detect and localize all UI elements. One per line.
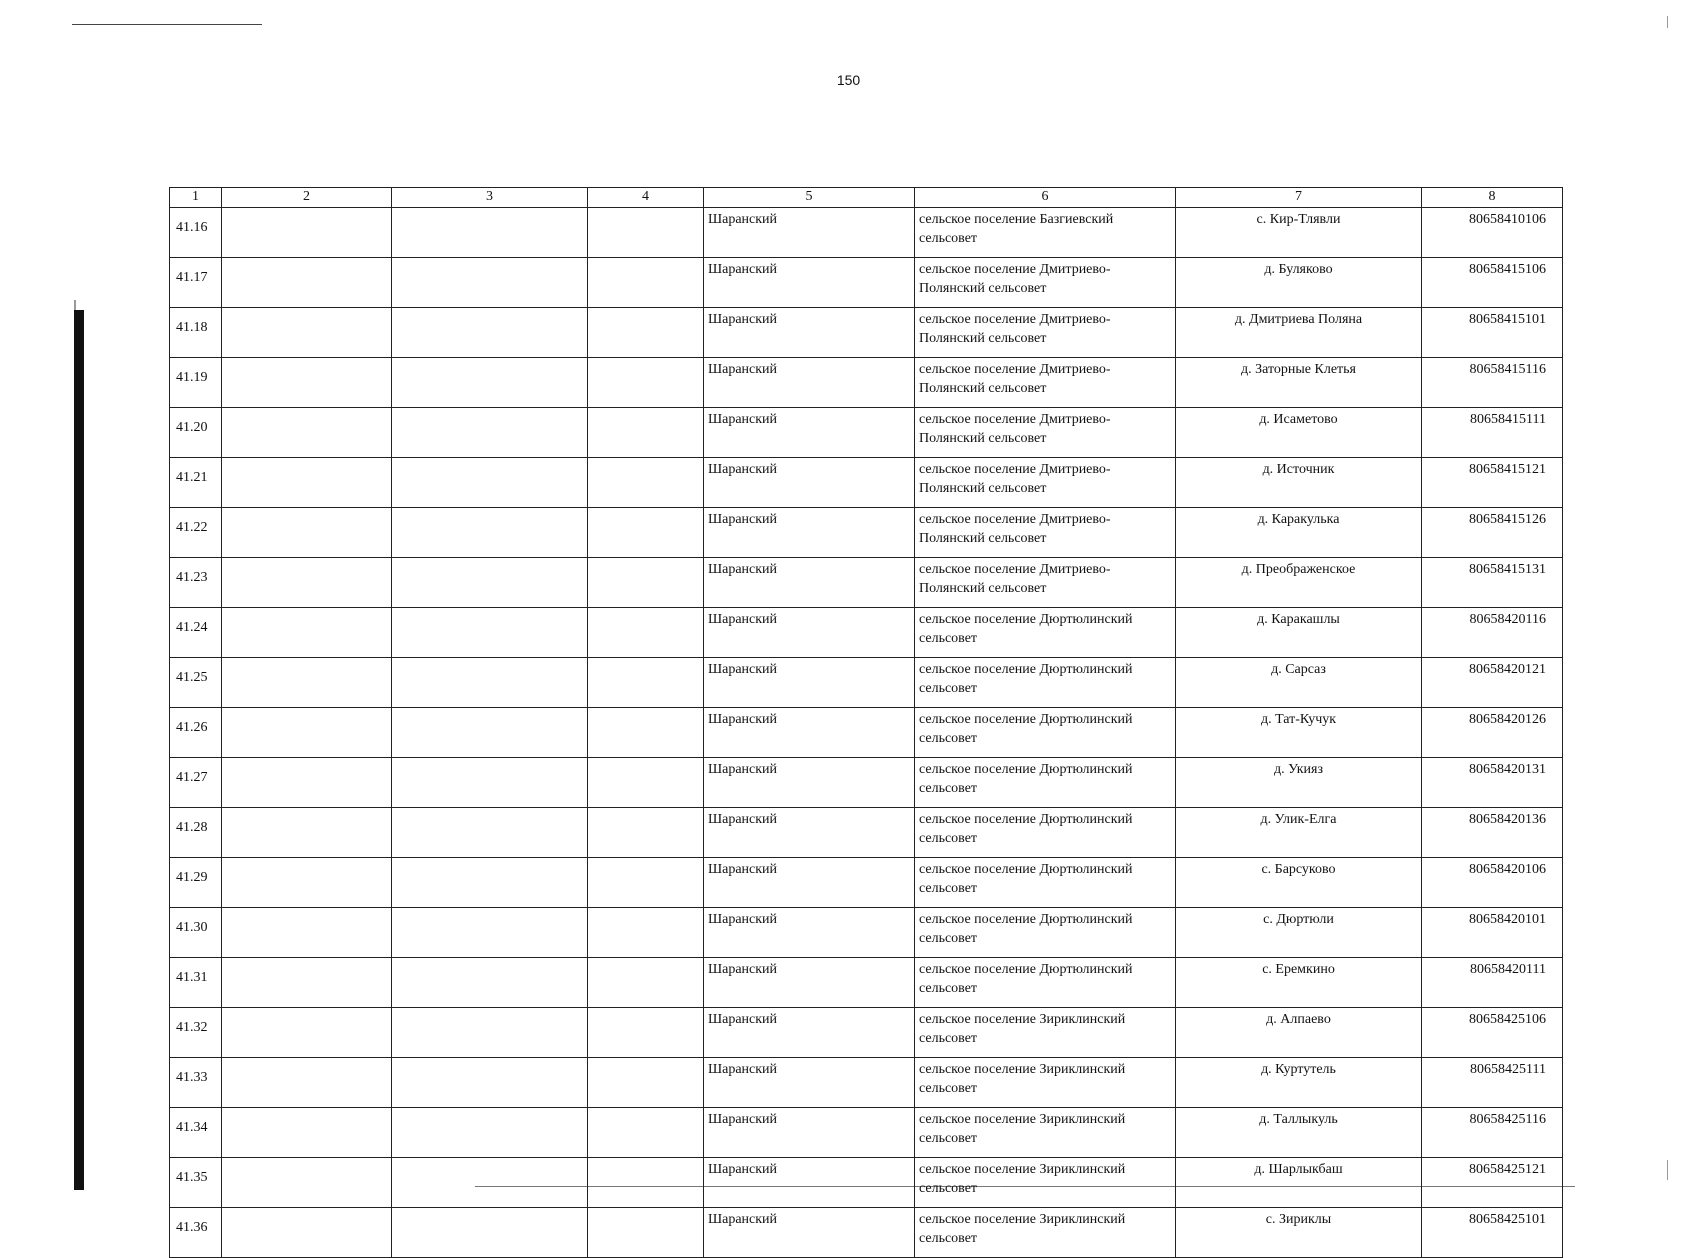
district-cell: Шаранский bbox=[704, 1158, 915, 1208]
district-cell: Шаранский bbox=[704, 808, 915, 858]
table-row bbox=[170, 1058, 1563, 1108]
col-4-cell bbox=[588, 308, 704, 358]
row-number: 41.26 bbox=[170, 708, 222, 758]
col-4-cell bbox=[588, 358, 704, 408]
oktmo-code-cell: 80658420106 bbox=[1422, 858, 1563, 908]
table-row bbox=[170, 858, 1563, 908]
col-2-cell bbox=[222, 858, 392, 908]
oktmo-code-cell: 80658420131 bbox=[1422, 758, 1563, 808]
col-2-cell bbox=[222, 208, 392, 258]
col-3-cell bbox=[392, 308, 588, 358]
district-cell: Шаранский bbox=[704, 708, 915, 758]
district-cell: Шаранский bbox=[704, 658, 915, 708]
col-2-cell bbox=[222, 508, 392, 558]
settlement-cell: д. Улик-Елга bbox=[1176, 808, 1422, 858]
municipality-cell: сельское поселение Зириклинский сельсовет bbox=[915, 1108, 1176, 1158]
column-header-5: 5 bbox=[704, 188, 915, 208]
municipality-cell: сельское поселение Дюртюлинский сельсовет bbox=[915, 958, 1176, 1008]
col-3-cell bbox=[392, 558, 588, 608]
row-number: 41.34 bbox=[170, 1108, 222, 1158]
table-row bbox=[170, 358, 1563, 408]
col-3-cell bbox=[392, 908, 588, 958]
col-4-cell bbox=[588, 1058, 704, 1108]
column-header-3: 3 bbox=[392, 188, 588, 208]
row-number: 41.20 bbox=[170, 408, 222, 458]
col-2-cell bbox=[222, 608, 392, 658]
col-2-cell bbox=[222, 458, 392, 508]
settlement-cell: д. Укияз bbox=[1176, 758, 1422, 808]
oktmo-code-cell: 80658410106 bbox=[1422, 208, 1563, 258]
oktmo-code-cell: 80658415111 bbox=[1422, 408, 1563, 458]
col-2-cell bbox=[222, 1008, 392, 1058]
municipality-cell: сельское поселение Дмитриево-Полянский сельсовет bbox=[915, 558, 1176, 608]
table-row bbox=[170, 458, 1563, 508]
oktmo-code-cell: 80658420126 bbox=[1422, 708, 1563, 758]
district-cell: Шаранский bbox=[704, 858, 915, 908]
table-row bbox=[170, 208, 1563, 258]
table-row bbox=[170, 508, 1563, 558]
col-2-cell bbox=[222, 958, 392, 1008]
row-number: 41.23 bbox=[170, 558, 222, 608]
col-4-cell bbox=[588, 208, 704, 258]
district-cell: Шаранский bbox=[704, 608, 915, 658]
municipality-cell: сельское поселение Дюртюлинский сельсовет bbox=[915, 658, 1176, 708]
col-3-cell bbox=[392, 658, 588, 708]
oktmo-code-cell: 80658425111 bbox=[1422, 1058, 1563, 1108]
settlement-cell: д. Каракашлы bbox=[1176, 608, 1422, 658]
col-4-cell bbox=[588, 558, 704, 608]
row-number: 41.32 bbox=[170, 1008, 222, 1058]
table-row bbox=[170, 608, 1563, 658]
settlement-cell: с. Еремкино bbox=[1176, 958, 1422, 1008]
settlement-cell: д. Алпаево bbox=[1176, 1008, 1422, 1058]
row-number: 41.21 bbox=[170, 458, 222, 508]
table-row bbox=[170, 658, 1563, 708]
settlement-cell: д. Буляково bbox=[1176, 258, 1422, 308]
district-cell: Шаранский bbox=[704, 1208, 915, 1258]
col-3-cell bbox=[392, 858, 588, 908]
column-header-2: 2 bbox=[222, 188, 392, 208]
col-3-cell bbox=[392, 1058, 588, 1108]
municipality-cell: сельское поселение Зириклинский сельсовет bbox=[915, 1058, 1176, 1108]
col-2-cell bbox=[222, 758, 392, 808]
col-3-cell bbox=[392, 1208, 588, 1258]
oktmo-code-cell: 80658425121 bbox=[1422, 1158, 1563, 1208]
district-cell: Шаранский bbox=[704, 458, 915, 508]
col-2-cell bbox=[222, 1108, 392, 1158]
left-scan-edge bbox=[74, 310, 84, 1190]
district-cell: Шаранский bbox=[704, 958, 915, 1008]
table-row bbox=[170, 308, 1563, 358]
col-4-cell bbox=[588, 1208, 704, 1258]
table-row bbox=[170, 558, 1563, 608]
column-header-7: 7 bbox=[1176, 188, 1422, 208]
col-3-cell bbox=[392, 1008, 588, 1058]
table-row bbox=[170, 258, 1563, 308]
municipality-cell: сельское поселение Дюртюлинский сельсовет bbox=[915, 708, 1176, 758]
oktmo-code-cell: 80658425106 bbox=[1422, 1008, 1563, 1058]
settlement-cell: д. Шарлыкбаш bbox=[1176, 1158, 1422, 1208]
oktmo-code-cell: 80658420111 bbox=[1422, 958, 1563, 1008]
col-2-cell bbox=[222, 258, 392, 308]
col-3-cell bbox=[392, 258, 588, 308]
col-2-cell bbox=[222, 408, 392, 458]
settlement-cell: с. Дюртюли bbox=[1176, 908, 1422, 958]
municipality-cell: сельское поселение Дюртюлинский сельсовет bbox=[915, 908, 1176, 958]
district-cell: Шаранский bbox=[704, 308, 915, 358]
top-scan-rule bbox=[72, 24, 262, 25]
col-3-cell bbox=[392, 758, 588, 808]
district-cell: Шаранский bbox=[704, 508, 915, 558]
district-cell: Шаранский bbox=[704, 408, 915, 458]
oktmo-code-cell: 80658415126 bbox=[1422, 508, 1563, 558]
oktmo-code-cell: 80658415116 bbox=[1422, 358, 1563, 408]
col-4-cell bbox=[588, 458, 704, 508]
col-3-cell bbox=[392, 408, 588, 458]
col-2-cell bbox=[222, 558, 392, 608]
settlement-cell: с. Барсуково bbox=[1176, 858, 1422, 908]
settlement-cell: д. Куртутель bbox=[1176, 1058, 1422, 1108]
district-cell: Шаранский bbox=[704, 1008, 915, 1058]
municipality-cell: сельское поселение Дмитриево-Полянский сельсовет bbox=[915, 258, 1176, 308]
col-4-cell bbox=[588, 608, 704, 658]
oktmo-code-cell: 80658420116 bbox=[1422, 608, 1563, 658]
district-cell: Шаранский bbox=[704, 558, 915, 608]
oktmo-code-cell: 80658420101 bbox=[1422, 908, 1563, 958]
document-sheet bbox=[169, 187, 1562, 1258]
col-2-cell bbox=[222, 358, 392, 408]
col-4-cell bbox=[588, 408, 704, 458]
col-3-cell bbox=[392, 958, 588, 1008]
table-row bbox=[170, 1208, 1563, 1258]
col-4-cell bbox=[588, 658, 704, 708]
right-scan-tick bbox=[1667, 1160, 1668, 1180]
municipality-cell: сельское поселение Зириклинский сельсовет bbox=[915, 1008, 1176, 1058]
oktmo-code-cell: 80658420136 bbox=[1422, 808, 1563, 858]
col-4-cell bbox=[588, 958, 704, 1008]
row-number: 41.27 bbox=[170, 758, 222, 808]
settlement-cell: д. Каракулька bbox=[1176, 508, 1422, 558]
oktmo-code-cell: 80658425101 bbox=[1422, 1208, 1563, 1258]
settlement-cell: с. Кир-Тлявли bbox=[1176, 208, 1422, 258]
table-row bbox=[170, 708, 1563, 758]
municipality-cell: сельское поселение Зириклинский сельсовет bbox=[915, 1158, 1176, 1208]
row-number: 41.17 bbox=[170, 258, 222, 308]
row-number: 41.19 bbox=[170, 358, 222, 408]
settlement-cell: д. Исаметово bbox=[1176, 408, 1422, 458]
row-number: 41.30 bbox=[170, 908, 222, 958]
municipality-cell: сельское поселение Базгиевский сельсовет bbox=[915, 208, 1176, 258]
settlement-cell: д. Дмитриева Поляна bbox=[1176, 308, 1422, 358]
row-number: 41.24 bbox=[170, 608, 222, 658]
settlement-cell: д. Таллыкуль bbox=[1176, 1108, 1422, 1158]
settlement-cell: д. Преображенское bbox=[1176, 558, 1422, 608]
col-4-cell bbox=[588, 1108, 704, 1158]
row-number: 41.29 bbox=[170, 858, 222, 908]
right-scan-tick bbox=[1667, 16, 1668, 28]
col-3-cell bbox=[392, 708, 588, 758]
column-header-1: 1 bbox=[170, 188, 222, 208]
settlement-cell: д. Источник bbox=[1176, 458, 1422, 508]
row-number: 41.35 bbox=[170, 1158, 222, 1208]
table-row bbox=[170, 808, 1563, 858]
municipality-cell: сельское поселение Дмитриево-Полянский сельсовет bbox=[915, 358, 1176, 408]
oktmo-code-cell: 80658420121 bbox=[1422, 658, 1563, 708]
col-3-cell bbox=[392, 208, 588, 258]
col-2-cell bbox=[222, 1208, 392, 1258]
page-number: 150 bbox=[836, 72, 861, 88]
column-header-6: 6 bbox=[915, 188, 1176, 208]
col-3-cell bbox=[392, 808, 588, 858]
municipality-cell: сельское поселение Дмитриево-Полянский сельсовет bbox=[915, 508, 1176, 558]
municipality-cell: сельское поселение Дюртюлинский сельсовет bbox=[915, 858, 1176, 908]
col-2-cell bbox=[222, 908, 392, 958]
row-number: 41.36 bbox=[170, 1208, 222, 1258]
col-3-cell bbox=[392, 608, 588, 658]
col-3-cell bbox=[392, 458, 588, 508]
row-number: 41.18 bbox=[170, 308, 222, 358]
row-number: 41.22 bbox=[170, 508, 222, 558]
settlement-cell: д. Тат-Кучук bbox=[1176, 708, 1422, 758]
col-4-cell bbox=[588, 808, 704, 858]
settlement-cell: д. Заторные Клетья bbox=[1176, 358, 1422, 408]
col-4-cell bbox=[588, 508, 704, 558]
row-number: 41.16 bbox=[170, 208, 222, 258]
column-header-4: 4 bbox=[588, 188, 704, 208]
col-4-cell bbox=[588, 708, 704, 758]
municipality-cell: сельское поселение Дмитриево-Полянский сельсовет bbox=[915, 408, 1176, 458]
col-4-cell bbox=[588, 1158, 704, 1208]
table-row bbox=[170, 908, 1563, 958]
table-row bbox=[170, 408, 1563, 458]
oktmo-code-cell: 80658415121 bbox=[1422, 458, 1563, 508]
municipality-cell: сельское поселение Дмитриево-Полянский сельсовет bbox=[915, 308, 1176, 358]
col-3-cell bbox=[392, 1158, 588, 1208]
col-2-cell bbox=[222, 1058, 392, 1108]
district-cell: Шаранский bbox=[704, 258, 915, 308]
settlement-cell: с. Зириклы bbox=[1176, 1208, 1422, 1258]
col-4-cell bbox=[588, 1008, 704, 1058]
district-cell: Шаранский bbox=[704, 1058, 915, 1108]
col-2-cell bbox=[222, 308, 392, 358]
column-header-8: 8 bbox=[1422, 188, 1563, 208]
district-cell: Шаранский bbox=[704, 208, 915, 258]
row-number: 41.25 bbox=[170, 658, 222, 708]
col-3-cell bbox=[392, 508, 588, 558]
table-header-row bbox=[170, 188, 1563, 208]
row-number: 41.31 bbox=[170, 958, 222, 1008]
municipality-cell: сельское поселение Дмитриево-Полянский сельсовет bbox=[915, 458, 1176, 508]
col-4-cell bbox=[588, 858, 704, 908]
row-number: 41.33 bbox=[170, 1058, 222, 1108]
oktmo-code-cell: 80658415101 bbox=[1422, 308, 1563, 358]
district-cell: Шаранский bbox=[704, 1108, 915, 1158]
col-3-cell bbox=[392, 358, 588, 408]
table-row bbox=[170, 1158, 1563, 1208]
oktmo-code-cell: 80658415131 bbox=[1422, 558, 1563, 608]
municipality-cell: сельское поселение Зириклинский сельсовет bbox=[915, 1208, 1176, 1258]
col-2-cell bbox=[222, 708, 392, 758]
settlement-cell: д. Сарсаз bbox=[1176, 658, 1422, 708]
table-row bbox=[170, 1108, 1563, 1158]
col-4-cell bbox=[588, 258, 704, 308]
table-row bbox=[170, 1008, 1563, 1058]
oktmo-code-cell: 80658415106 bbox=[1422, 258, 1563, 308]
row-number: 41.28 bbox=[170, 808, 222, 858]
col-2-cell bbox=[222, 808, 392, 858]
table-row bbox=[170, 958, 1563, 1008]
municipality-cell: сельское поселение Дюртюлинский сельсовет bbox=[915, 758, 1176, 808]
col-2-cell bbox=[222, 1158, 392, 1208]
col-2-cell bbox=[222, 658, 392, 708]
col-4-cell bbox=[588, 908, 704, 958]
settlements-table bbox=[169, 187, 1563, 1258]
district-cell: Шаранский bbox=[704, 908, 915, 958]
municipality-cell: сельское поселение Дюртюлинский сельсовет bbox=[915, 608, 1176, 658]
oktmo-code-cell: 80658425116 bbox=[1422, 1108, 1563, 1158]
col-3-cell bbox=[392, 1108, 588, 1158]
col-4-cell bbox=[588, 758, 704, 808]
table-row bbox=[170, 758, 1563, 808]
municipality-cell: сельское поселение Дюртюлинский сельсовет bbox=[915, 808, 1176, 858]
district-cell: Шаранский bbox=[704, 758, 915, 808]
district-cell: Шаранский bbox=[704, 358, 915, 408]
